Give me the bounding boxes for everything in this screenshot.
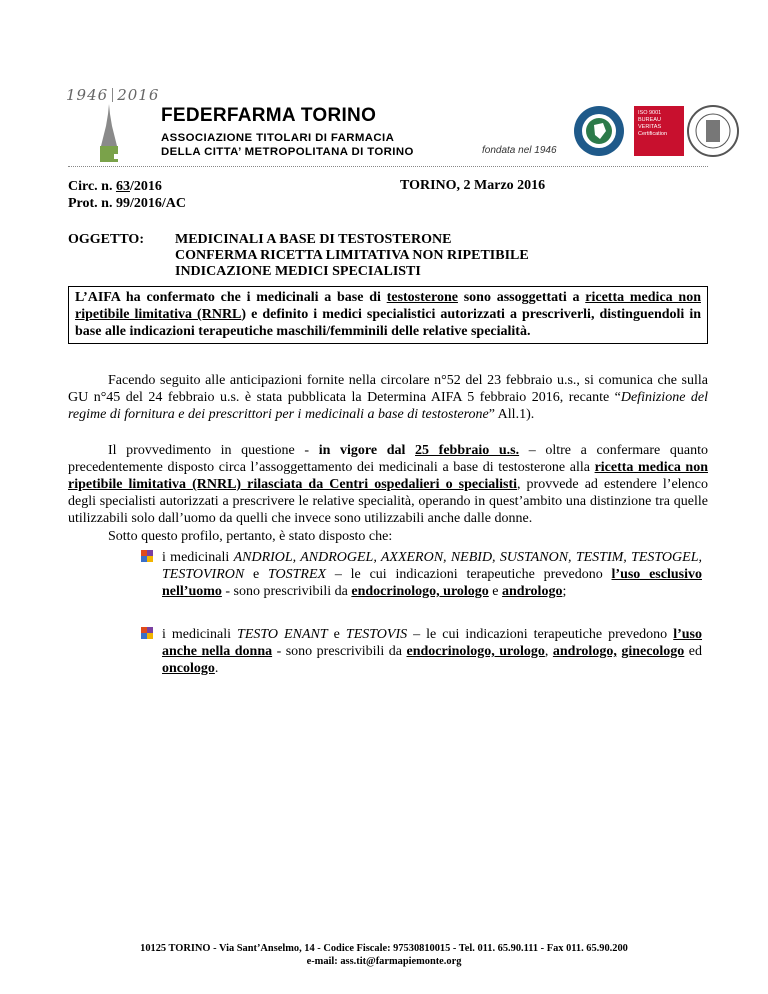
footer-email: e-mail: ass.tit@farmapiemonte.org: [306, 956, 462, 967]
header-divider: [68, 166, 708, 167]
mole-antonelliana-logo: [92, 104, 126, 162]
paragraph-2: Il provvedimento in questione - in vigore dal 25 febbraio u.s. – oltre a confermare quanto precedentemente disposto circa l’assoggettamento dei medicinali a base di testosterone alla ricetta medica non ripetibile limitativa (RNRL) rilasciata da Centri ospedalieri o specialisti, provvede ad estendere l’elenco degli specialisti autorizzati a prescrivere le relative specialità, operando in quest’ambito una distinzione tra quelle utilizzabili solo dall’uomo da quelli che invece sono utilizzabili anche dalle donne.: [68, 443, 708, 526]
footer-address: 10125 TORINO - Via Sant’Anselmo, 14 - Codice Fiscale: 97530810015 - Tel. 011. 65.90.111 - Fax 011. 65.90.200: [140, 943, 628, 954]
founded-note: fondata nel 1946: [482, 145, 557, 156]
summary-box: L’AIFA ha confermato che i medicinali a base di testosterone sono assoggettati a ricetta medica non ripetibile limitativa (RNRL) e definito i medici specialistici autorizzati a prescriverli, distinguendoli in base alle indicazioni terapeutiche maschili/femminili delle relative specialità.: [68, 286, 708, 344]
subject-text: MEDICINALI A BASE DI TESTOSTERONE CONFERMA RICETTA LIMITATIVA NON RIPETIBILE INDICAZIONE MEDICI SPECIALISTI: [175, 232, 529, 279]
page-footer: [0, 942, 768, 968]
anniversary-years: 1946 2016: [66, 86, 160, 104]
organization-subtitle: ASSOCIAZIONE TITOLARI DI FARMACIA DELLA CITTA’ METROPOLITANA DI TORINO: [161, 132, 414, 158]
bullet-arrow-icon: [141, 550, 153, 562]
bullet-arrow-icon: [141, 627, 153, 639]
paragraph-1: Facendo seguito alle anticipazioni fornite nella circolare n°52 del 23 febbraio u.s., si comunica che sulla GU n°45 del 24 febbraio u.s. è stata pubblicata la Determina AIFA 5 febbraio 2016, recante “Definizione del regime di fornitura e dei prescrittori per i medicinali a base di testosterone” All.1).: [68, 373, 708, 422]
accredia-seal: [573, 105, 625, 157]
organization-name: FEDERFARMA TORINO: [161, 105, 377, 126]
circular-reference: Circ. n. 63/2016 Prot. n. 99/2016/AC: [68, 179, 186, 211]
bureau-veritas-logo: ISO 9001 BUREAU VERITAS Certification: [634, 106, 684, 156]
paragraph-3: Sotto questo profilo, pertanto, è stato disposto che:: [108, 529, 393, 544]
bullet-item-2: i medicinali TESTO ENANT e TESTOVIS – le cui indicazioni terapeutiche prevedono l’uso anche nella donna - sono prescrivibili da endocrinologo, urologo, andrologo, ginecologo ed oncologo.: [162, 627, 703, 676]
iqnet-seal: [686, 104, 740, 158]
bullet-item-1: i medicinali ANDRIOL, ANDROGEL, AXXERON, NEBID, SUSTANON, TESTIM, TESTOGEL, TESTOVIRON e TOSTREX – le cui indicazioni terapeutiche prevedono l’uso esclusivo nell’uomo - sono prescrivibili da endocrinologo, urologo e andrologo;: [162, 550, 702, 599]
subject-label: OGGETTO:: [68, 232, 144, 247]
document-date: TORINO, 2 Marzo 2016: [400, 178, 546, 193]
